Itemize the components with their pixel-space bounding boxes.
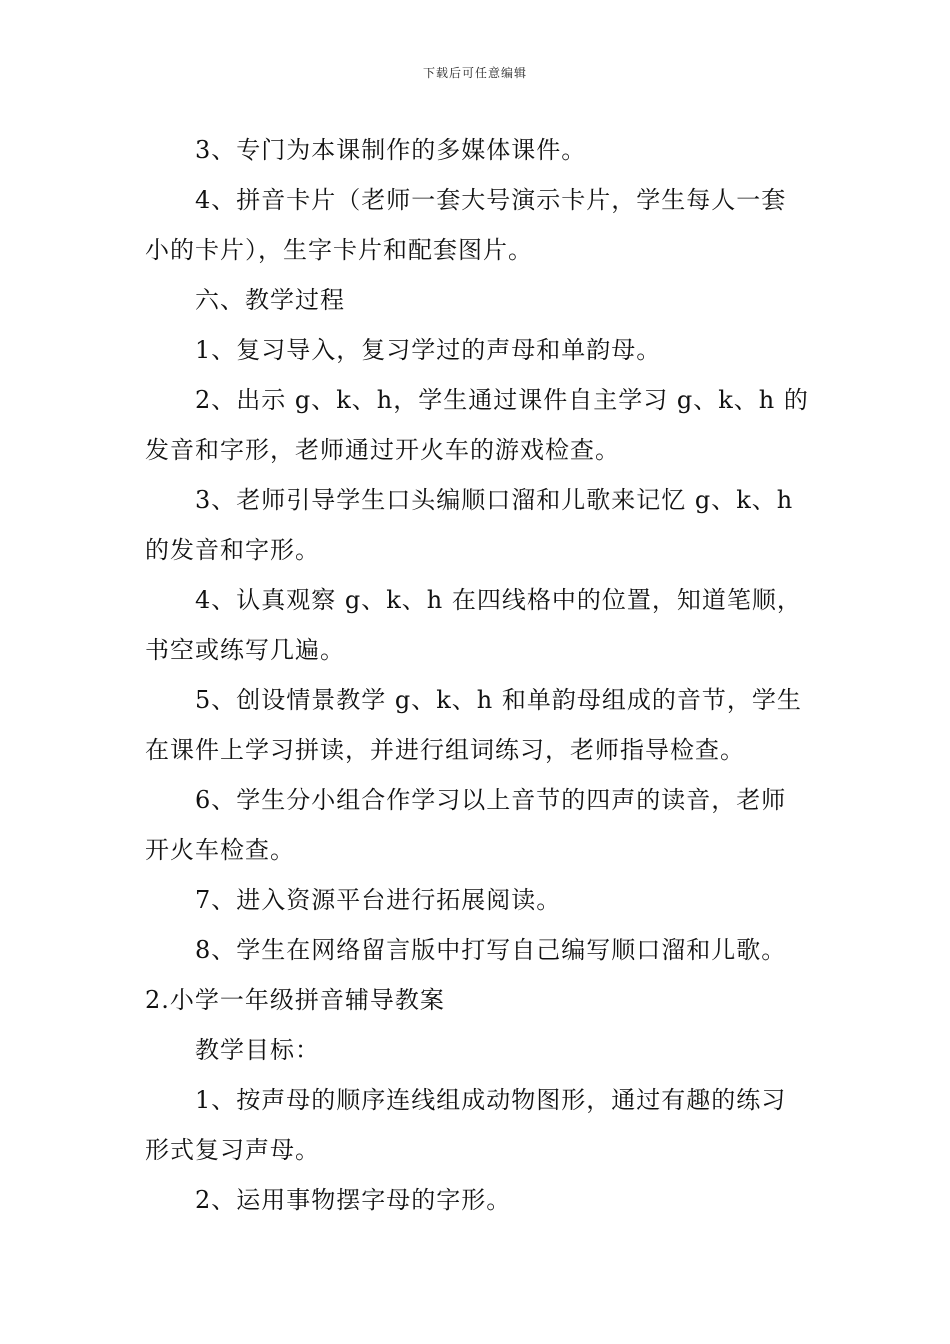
paragraph-step-2: 2、出示 g、k、h，学生通过课件自主学习 g、k、h 的发音和字形，老师通过开火车的游戏检查。 (145, 386, 809, 464)
paragraph-objective-1: 1、按声母的顺序连线组成动物图形，通过有趣的练习形式复习声母。 (145, 1086, 787, 1164)
paragraph-step-5: 5、创设情景教学 g、k、h 和单韵母组成的音节，学生在课件上学习拼读，并进行组词练习，老师指导检查。 (145, 686, 802, 764)
document-section-title: 2.小学一年级拼音辅导教案 (145, 986, 445, 1014)
section-heading-objectives: 教学目标： (195, 1036, 320, 1064)
paragraph-step-3: 3、老师引导学生口头编顺口溜和儿歌来记忆 g、k、h 的发音和字形。 (145, 486, 794, 564)
paragraph-materials-4: 4、拼音卡片（老师一套大号演示卡片，学生每人一套小的卡片），生字卡片和配套图片。 (145, 186, 787, 264)
document-body (145, 125, 810, 1225)
page-header: 下载后可任意编辑 (422, 66, 527, 80)
section-heading-teaching-process: 六、教学过程 (195, 286, 345, 314)
paragraph-step-4: 4、认真观察 g、k、h 在四线格中的位置，知道笔顺，书空或练写几遍。 (145, 586, 802, 664)
paragraph-materials-3: 3、专门为本课制作的多媒体课件。 (195, 136, 587, 164)
paragraph-step-7: 7、进入资源平台进行拓展阅读。 (195, 886, 562, 914)
paragraph-step-1: 1、复习导入，复习学过的声母和单韵母。 (195, 336, 662, 364)
paragraph-step-6: 6、学生分小组合作学习以上音节的四声的读音，老师开火车检查。 (145, 786, 787, 864)
paragraph-step-8: 8、学生在网络留言版中打写自己编写顺口溜和儿歌。 (195, 936, 787, 964)
paragraph-objective-2: 2、运用事物摆字母的字形。 (195, 1186, 512, 1214)
